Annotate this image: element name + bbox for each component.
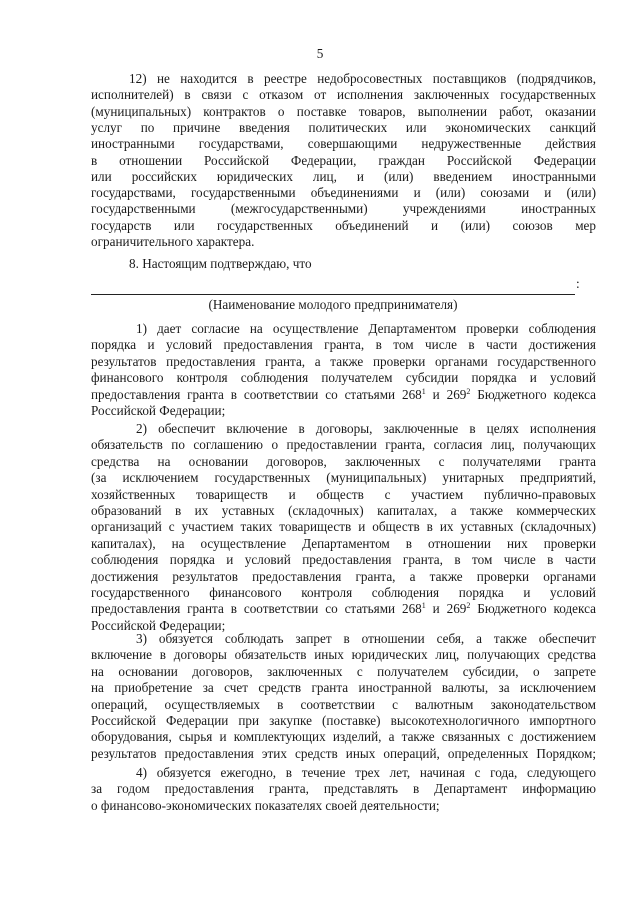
item-12-line: иностранными государствами, совершающими недружественные действия: [91, 136, 596, 152]
sub-item-1-line: результатов предоставления гранта, а также проверки органами государственного: [91, 353, 596, 369]
sub-item-2-line-articles: [91, 601, 596, 617]
sub-item-2-line: соблюдения порядка и условий предоставления гранта, в том числе в части: [91, 552, 596, 568]
sub-item-1-line: финансового контроля соблюдения получателем субсидии порядка и условий: [91, 370, 596, 386]
sub-item-1-line-articles: [91, 387, 596, 403]
sub-item-1-text: предоставления гранта в соответствии со статьями 268: [91, 386, 422, 402]
superscript: 1: [421, 601, 426, 611]
sub-item-2-line: капиталах), на осуществление Департаментом в отношении них проверки: [91, 535, 596, 551]
item-12-line: или российских юридических лиц, и (или) введением иностранными: [91, 168, 596, 184]
sub-item-1-line: Российской Федерации;: [91, 403, 226, 418]
page-number: 5: [316, 46, 324, 61]
sub-item-3-line: включение в договоры обязательств иных юридических лиц, получающих средства: [91, 647, 596, 663]
name-fill-line: [91, 294, 575, 295]
sub-item-3-line: 3) обязуется соблюдать запрет в отношении себя, а также обеспечит: [136, 631, 596, 646]
sub-item-2-line: Российской Федерации;: [91, 617, 226, 633]
sub-item-2-text: предоставления гранта в соответствии со статьями 268: [91, 601, 422, 617]
sub-item-2-line: достижения результатов предоставления гранта, а также проверки органами: [91, 568, 596, 584]
name-caption: (Наименование молодого предпринимателя): [208, 297, 458, 312]
sub-item-3-line: Российской Федерации при закупке (поставке) высокотехнологичного импортного: [91, 713, 596, 728]
item-12-line: в отношении Российской Федерации, граждан Российской Федерации: [91, 152, 596, 168]
sub-item-1-line: порядка и условий предоставления гранта, в том числе в части достижения: [91, 337, 596, 353]
sub-item-3-line: оборудования, сырья и комплектующих изделий, а также связанных с достижением: [91, 729, 596, 745]
sub-item-2-text: и 269: [425, 601, 467, 617]
sub-item-3-line: операций, осуществляемых в соответствии с валютным законодательством: [91, 696, 596, 712]
sub-item-2-text: Бюджетного кодекса: [470, 601, 596, 617]
superscript: 2: [466, 386, 471, 396]
sub-item-3-line: на приобретение за счет средств гранта иностранной валюты, за исключением: [91, 680, 596, 696]
sub-item-2-line: обязательств по соглашению о предоставлении гранта, согласия лиц, получающих: [91, 437, 596, 453]
superscript: 1: [421, 386, 426, 396]
sub-item-4-line: 4) обязуется ежегодно, в течение трех лет, начиная с года, следующего: [136, 765, 596, 780]
sub-item-1-text: и 269: [425, 386, 467, 402]
item-12-line: государственными (межгосударственными) учреждениями иностранных: [91, 201, 596, 217]
sub-item-2-line: организаций с участием таких товариществ и обществ в их уставных (складочных): [91, 519, 596, 535]
item-12-line: государств или государственных объединений и (или) союзов мер: [91, 217, 596, 233]
item-12-line: исполнителей) в связи с отказом от исполнения заключенных государственных: [91, 87, 596, 103]
sub-item-1-line: 1) дает согласие на осуществление Департаментом проверки соблюдения: [136, 321, 596, 336]
sub-item-2-line: средства на основании договоров, заключенных с получателями гранта: [91, 453, 596, 469]
sub-item-2-line: государственного финансового контроля соблюдения порядка и условий: [91, 585, 596, 600]
superscript: 2: [466, 601, 471, 611]
sub-item-4-line: о финансово-экономических показателях своей деятельности;: [91, 797, 440, 813]
item-12-line: 12) не находится в реестре недобросовестных поставщиков (подрядчиков,: [129, 71, 596, 86]
sub-item-2-line: (за исключением государственных (муниципальных) унитарных предприятий,: [91, 470, 596, 486]
sub-item-2-line: 2) обеспечит включение в договоры, заключенные в целях исполнения: [136, 421, 596, 436]
item-12-line: государствами, государственными объединениями и (или) союзами и (или): [91, 185, 596, 201]
sub-item-3-line: результатов предоставления этих средств иных операций, определенных Порядком;: [91, 745, 596, 761]
sub-item-4-line: за годом предоставления гранта, представлять в Департамент информацию: [91, 781, 596, 797]
blank-colon: :: [576, 276, 580, 291]
sub-item-2-line: хозяйственных товариществ и обществ с участием публично-правовых: [91, 486, 596, 502]
point-8-heading: 8. Настоящим подтверждаю, что: [129, 256, 312, 271]
sub-item-3-line: на основании договоров, заключенных с получателем субсидии, о запрете: [91, 663, 596, 679]
sub-item-1-text: Бюджетного кодекса: [470, 386, 596, 402]
item-12-line: (муниципальных) контрактов о поставке товаров, выполнении работ, оказании: [91, 103, 596, 119]
item-12-line: услуг по причине введения политических или экономических санкций: [91, 119, 596, 135]
item-12-line: ограничительного характера.: [91, 234, 255, 249]
sub-item-2-line: образований в их уставных (складочных) капиталах, а также коммерческих: [91, 503, 596, 518]
